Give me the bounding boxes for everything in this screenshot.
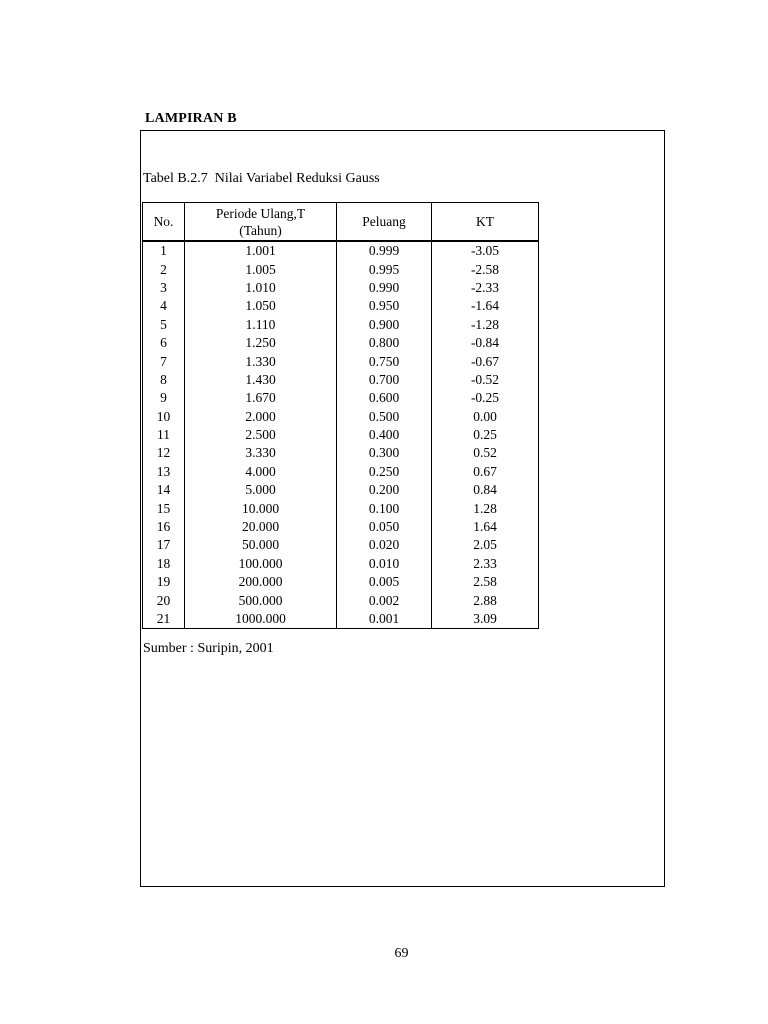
cell-peluang: 0.002 (337, 591, 432, 609)
cell-no: 12 (143, 444, 185, 462)
cell-peluang: 0.999 (337, 241, 432, 260)
cell-no: 18 (143, 555, 185, 573)
page-number: 69 (394, 946, 409, 961)
cell-kt: 0.00 (432, 408, 539, 426)
cell-no: 15 (143, 499, 185, 517)
cell-peluang: 0.600 (337, 389, 432, 407)
table-row (143, 316, 539, 334)
cell-no: 9 (143, 389, 185, 407)
table-caption: Tabel B.2.7 Nilai Variabel Reduksi Gauss (143, 171, 380, 186)
table-header-row (143, 203, 539, 242)
table-row (143, 518, 539, 536)
cell-kt: 0.67 (432, 463, 539, 481)
cell-no: 13 (143, 463, 185, 481)
cell-peluang: 0.990 (337, 279, 432, 297)
table-row (143, 297, 539, 315)
cell-peluang: 0.020 (337, 536, 432, 554)
cell-periode: 5.000 (185, 481, 337, 499)
cell-periode: 100.000 (185, 555, 337, 573)
cell-periode: 1.250 (185, 334, 337, 352)
cell-no: 8 (143, 371, 185, 389)
cell-peluang: 0.005 (337, 573, 432, 591)
table-row (143, 334, 539, 352)
cell-kt: -1.64 (432, 297, 539, 315)
table-row (143, 444, 539, 462)
cell-kt: 0.52 (432, 444, 539, 462)
cell-no: 20 (143, 591, 185, 609)
cell-no: 2 (143, 260, 185, 278)
cell-kt: 0.25 (432, 426, 539, 444)
table-row (143, 408, 539, 426)
cell-peluang: 0.995 (337, 260, 432, 278)
cell-no: 11 (143, 426, 185, 444)
cell-peluang: 0.200 (337, 481, 432, 499)
cell-kt: 2.88 (432, 591, 539, 609)
cell-periode: 2.500 (185, 426, 337, 444)
cell-kt: 2.58 (432, 573, 539, 591)
cell-periode: 1.110 (185, 316, 337, 334)
gauss-reduction-table (142, 202, 539, 629)
cell-periode: 1.010 (185, 279, 337, 297)
table-row (143, 555, 539, 573)
table-row (143, 499, 539, 517)
cell-peluang: 0.750 (337, 352, 432, 370)
cell-no: 17 (143, 536, 185, 554)
cell-kt: -1.28 (432, 316, 539, 334)
cell-kt: -0.25 (432, 389, 539, 407)
cell-periode: 20.000 (185, 518, 337, 536)
cell-kt: 1.28 (432, 499, 539, 517)
cell-kt: 2.33 (432, 555, 539, 573)
cell-peluang: 0.500 (337, 408, 432, 426)
cell-peluang: 0.300 (337, 444, 432, 462)
cell-kt: -0.52 (432, 371, 539, 389)
cell-periode: 1.050 (185, 297, 337, 315)
cell-periode: 1.330 (185, 352, 337, 370)
cell-periode: 1.001 (185, 241, 337, 260)
header-periode (185, 203, 337, 242)
page-heading: LAMPIRAN B (145, 111, 237, 126)
header-periode-line1: Periode Ulang,T (215, 205, 306, 221)
header-kt: KT (432, 203, 539, 242)
table-row (143, 371, 539, 389)
table-row (143, 279, 539, 297)
cell-no: 5 (143, 316, 185, 334)
cell-kt: 1.64 (432, 518, 539, 536)
table-row (143, 536, 539, 554)
table-row (143, 591, 539, 609)
cell-no: 21 (143, 610, 185, 629)
cell-peluang: 0.800 (337, 334, 432, 352)
cell-periode: 1.430 (185, 371, 337, 389)
cell-no: 6 (143, 334, 185, 352)
cell-peluang: 0.700 (337, 371, 432, 389)
cell-no: 16 (143, 518, 185, 536)
cell-periode: 10.000 (185, 499, 337, 517)
cell-kt: -0.67 (432, 352, 539, 370)
table-row (143, 241, 539, 260)
cell-kt: 2.05 (432, 536, 539, 554)
cell-no: 14 (143, 481, 185, 499)
table-row (143, 610, 539, 629)
cell-periode: 1.670 (185, 389, 337, 407)
cell-peluang: 0.050 (337, 518, 432, 536)
table-row (143, 352, 539, 370)
header-periode-line2: (Tahun) (239, 222, 282, 238)
cell-periode: 50.000 (185, 536, 337, 554)
cell-peluang: 0.250 (337, 463, 432, 481)
cell-no: 3 (143, 279, 185, 297)
cell-periode: 500.000 (185, 591, 337, 609)
cell-no: 19 (143, 573, 185, 591)
cell-periode: 1.005 (185, 260, 337, 278)
table-row (143, 463, 539, 481)
cell-no: 7 (143, 352, 185, 370)
table-row (143, 260, 539, 278)
cell-peluang: 0.001 (337, 610, 432, 629)
cell-kt: 3.09 (432, 610, 539, 629)
cell-no: 1 (143, 241, 185, 260)
cell-periode: 3.330 (185, 444, 337, 462)
cell-periode: 2.000 (185, 408, 337, 426)
cell-peluang: 0.400 (337, 426, 432, 444)
header-no: No. (143, 203, 185, 242)
table-row (143, 481, 539, 499)
table-row (143, 573, 539, 591)
source-note: Sumber : Suripin, 2001 (143, 641, 274, 656)
cell-kt: -0.84 (432, 334, 539, 352)
cell-periode: 1000.000 (185, 610, 337, 629)
table-row (143, 389, 539, 407)
table-row (143, 426, 539, 444)
cell-kt: -3.05 (432, 241, 539, 260)
cell-peluang: 0.010 (337, 555, 432, 573)
cell-kt: -2.58 (432, 260, 539, 278)
cell-peluang: 0.950 (337, 297, 432, 315)
header-peluang: Peluang (337, 203, 432, 242)
cell-peluang: 0.900 (337, 316, 432, 334)
cell-kt: -2.33 (432, 279, 539, 297)
cell-periode: 200.000 (185, 573, 337, 591)
cell-no: 4 (143, 297, 185, 315)
cell-peluang: 0.100 (337, 499, 432, 517)
cell-no: 10 (143, 408, 185, 426)
cell-kt: 0.84 (432, 481, 539, 499)
cell-periode: 4.000 (185, 463, 337, 481)
